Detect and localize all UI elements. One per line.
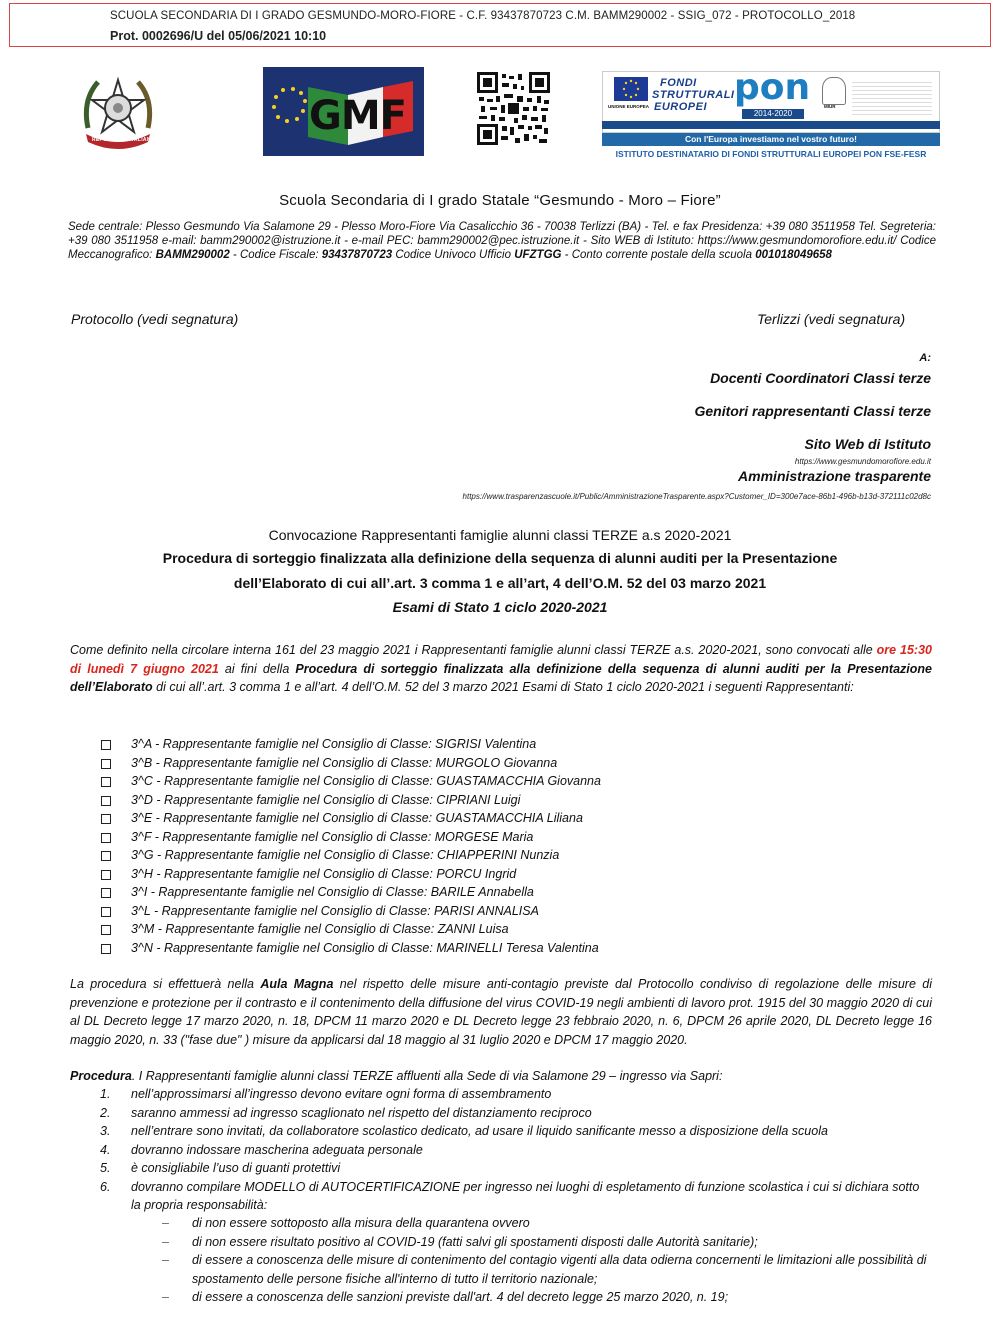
dash-bullet: – bbox=[162, 1253, 169, 1267]
checkbox-icon bbox=[101, 907, 111, 917]
list-item bbox=[100, 1178, 932, 1215]
sito-web-url[interactable]: https://www.gesmundomorofiore.edu.it bbox=[794, 457, 931, 466]
stamp-line-2: Prot. 0002696/U del 05/06/2021 10:10 bbox=[110, 29, 327, 43]
declaration-text: di essere a conoscenza delle misure di contenimento del contagio vigenti alla data odierna concernenti le limitazioni alle possibilità di spostamento delle persone fisiche all'interno di tutto il territorio nazionale; bbox=[192, 1253, 927, 1286]
venue-name: Aula Magna bbox=[260, 977, 334, 991]
step-number: 1. bbox=[100, 1087, 111, 1101]
dash-bullet: – bbox=[162, 1234, 169, 1249]
representative-text: 3^G - Rappresentante famiglie nel Consiglio di Classe: CHIAPPERINI Nunzia bbox=[131, 848, 560, 862]
checkbox-icon bbox=[101, 851, 111, 861]
step-text: è consigliabile l’uso di guanti protettivi bbox=[131, 1161, 341, 1175]
checkbox-icon bbox=[101, 814, 111, 824]
list-item bbox=[160, 1214, 932, 1233]
pon-fondi: FONDI bbox=[660, 77, 697, 89]
declaration-text: di non essere risultato positivo al COVID-19 (fatti salvi gli spostamenti disposti dalle Autorità sanitarie); bbox=[192, 1234, 758, 1249]
contact-text-2: - Codice Fiscale: bbox=[229, 248, 322, 261]
italian-republic-emblem bbox=[78, 70, 158, 156]
pon-europei: EUROPEI bbox=[654, 101, 708, 113]
pon-blue-strip bbox=[602, 121, 940, 129]
representative-text: 3^A - Rappresentante famiglie nel Consiglio di Classe: SIGRISI Valentina bbox=[131, 737, 537, 751]
school-name: Scuola Secondaria di I grado Statale “Gesmundo - Moro – Fiore” bbox=[279, 192, 721, 209]
subject-line-1: Convocazione Rappresentanti famiglie alunni classi TERZE a.s 2020-2021 bbox=[268, 527, 732, 543]
step-number: 6. bbox=[100, 1179, 111, 1194]
contact-text-1: Sede centrale: Plesso Gesmundo Via Salamone 29 - Plesso Moro-Fiore Via Casalicchio 36 - 70038 Terlizzi (BA) - Tel. e fax Presidenza: +39 080 3511958 Tel. Segreteria: +39 080 3511958 e-mail: bamm290002@istruzione.it - e-mail PEC: bamm290002@pec.istruzione.it - Sito WEB di Istituto: https://www.gesmundomorofiore.edu.it/ Codice Meccanografico: bbox=[68, 221, 936, 261]
list-item bbox=[100, 772, 601, 791]
representative-text: 3^N - Rappresentante famiglie nel Consiglio di Classe: MARINELLI Teresa Valentina bbox=[131, 940, 599, 955]
miur-label: MIUR bbox=[824, 104, 836, 109]
checkbox-icon bbox=[101, 777, 111, 787]
recipients-label: A: bbox=[919, 352, 931, 364]
school-contact-info bbox=[68, 221, 936, 262]
checkbox-icon bbox=[101, 796, 111, 806]
list-item bbox=[100, 809, 601, 828]
recipient-sito-web: Sito Web di Istituto bbox=[804, 436, 931, 452]
subject-line-4: Esami di Stato 1 ciclo 2020-2021 bbox=[392, 599, 608, 615]
list-item bbox=[100, 1085, 932, 1104]
recipient-amministrazione: Amministrazione trasparente bbox=[738, 468, 931, 484]
step-text: nell’approssimarsi all’ingresso devono evitare ogni forma di assembramento bbox=[131, 1087, 552, 1101]
emblem-ribbon-text: REPUBBLICA ITALIANA bbox=[92, 137, 155, 143]
miur-fine-print bbox=[852, 79, 932, 115]
codice-meccanografico: BAMM290002 bbox=[155, 248, 230, 261]
procedure-title: Procedura di sorteggio finalizzata alla definizione della sequenza di alunni auditi per la Presentazione dell’Elaborato bbox=[70, 661, 932, 694]
gmf-school-logo bbox=[263, 67, 424, 156]
intro-text-2: ai fini della bbox=[218, 661, 296, 676]
list-item bbox=[100, 920, 601, 939]
list-item bbox=[100, 1141, 932, 1160]
step-text: saranno ammessi ad ingresso scaglionato nel rispetto del distanziamento reciproco bbox=[131, 1105, 592, 1120]
list-item bbox=[160, 1288, 932, 1307]
checkbox-icon bbox=[101, 944, 111, 954]
venue-text-2: nel rispetto delle misure anti-contagio previste dal Protocollo condiviso di regolazione delle misure di prevenzione e protezione per il contrasto e il contenimento della diffusione del virus COVID-19 negli ambienti di lavoro prot. 1915 del 30 maggio 2020 di cui al DL Decreto legge 17 marzo 2020, n. 18, DPCM 11 marzo 2020 e DL Decreto legge 23 febbraio 2020, n. 6, DPCM 26 aprile 2020, DL Decreto legge 16 maggio 2020, n. 33 ("fase due" ) misure da applicarsi dal 18 maggio al 31 luglio 2020 e DPCM 17 maggio 2020. bbox=[70, 977, 933, 1047]
eu-label: UNIONE EUROPEA bbox=[608, 104, 650, 109]
list-item bbox=[160, 1251, 932, 1288]
pon-wordmark: pon bbox=[734, 67, 811, 108]
list-item bbox=[100, 1104, 932, 1123]
list-item bbox=[100, 735, 601, 754]
checkbox-icon bbox=[101, 833, 111, 843]
step-number: 5. bbox=[100, 1161, 111, 1175]
conto-corrente: 001018049658 bbox=[755, 248, 832, 261]
protocol-stamp bbox=[9, 3, 991, 47]
step-number: 3. bbox=[100, 1124, 111, 1138]
step-text: dovranno indossare mascherina adeguata personale bbox=[131, 1142, 423, 1157]
contact-text-4: - Conto corrente postale della scuola bbox=[561, 248, 756, 261]
pon-fondi-strutturali-logo bbox=[602, 67, 940, 162]
representative-text: 3^C - Rappresentante famiglie nel Consiglio di Classe: GUASTAMACCHIA Giovanna bbox=[131, 774, 601, 788]
contact-text-3: Codice Univoco Ufficio bbox=[392, 248, 515, 261]
list-item bbox=[100, 1122, 932, 1141]
checkbox-icon bbox=[101, 759, 111, 769]
step-number: 4. bbox=[100, 1142, 111, 1157]
declaration-text: di essere a conoscenza delle sanzioni previste dall'art. 4 del decreto legge 25 marzo 2020, n. 19; bbox=[192, 1290, 729, 1304]
list-item bbox=[100, 902, 601, 921]
stamp-line-1: SCUOLA SECONDARIA DI I GRADO GESMUNDO-MORO-FIORE - C.F. 93437870723 C.M. BAMM290002 - SSIG_072 - PROTOCOLLO_2018 bbox=[110, 10, 856, 22]
list-item bbox=[100, 883, 601, 902]
venue-paragraph bbox=[70, 975, 932, 1049]
procedure-intro bbox=[70, 1067, 932, 1086]
pon-tagline: Con l'Europa investiamo nel vostro futuro! bbox=[602, 133, 940, 146]
recipient-genitori: Genitori rappresentanti Classi terze bbox=[694, 403, 931, 419]
representative-text: 3^B - Rappresentante famiglie nel Consiglio di Classe: MURGOLO Giovanna bbox=[131, 755, 558, 770]
list-item bbox=[100, 1159, 932, 1178]
declaration-text: di non essere sottoposto alla misura della quarantena ovvero bbox=[192, 1216, 530, 1230]
checkbox-icon bbox=[101, 888, 111, 898]
representative-text: 3^L - Rappresentante famiglie nel Consiglio di Classe: PARISI ANNALISA bbox=[131, 903, 539, 918]
procedure-label: Procedura bbox=[70, 1069, 132, 1083]
representative-text: 3^D - Rappresentante famiglie nel Consiglio di Classe: CIPRIANI Luigi bbox=[131, 792, 521, 807]
miur-emblem-icon bbox=[822, 77, 846, 105]
pon-strutturali: STRUTTURALI bbox=[652, 89, 735, 101]
list-item bbox=[100, 846, 601, 865]
gmf-logo-text: GMF bbox=[309, 93, 406, 139]
representative-text: 3^E - Rappresentante famiglie nel Consiglio di Classe: GUASTAMACCHIA Liliana bbox=[131, 811, 583, 825]
meeting-time: ore 15:30 di lunedì 7 giugno 2021 bbox=[70, 643, 932, 676]
venue-text-1: La procedura si effettuerà nella bbox=[70, 977, 261, 991]
step-number: 2. bbox=[100, 1105, 111, 1120]
qr-code bbox=[477, 72, 550, 145]
place-label: Terlizzi (vedi segnatura) bbox=[757, 311, 906, 327]
list-item bbox=[100, 791, 601, 810]
intro-paragraph bbox=[70, 641, 932, 697]
intro-text-3: di cui all’.art. 3 comma 1 e all’art. 4 dell’O.M. 52 del 3 marzo 2021 Esami di Stato 1 ciclo 2020-2021 i seguenti Rappresentanti: bbox=[152, 680, 854, 694]
step-text: nell’entrare sono invitati, da collaboratore scolastico dedicato, ad usare il liquido sanificante messo a disposizione della scuola bbox=[131, 1124, 828, 1138]
representative-text: 3^M - Rappresentante famiglie nel Consiglio di Classe: ZANNI Luisa bbox=[131, 922, 509, 936]
codice-univoco: UFZTGG bbox=[514, 248, 562, 261]
subject-line-2: Procedura di sorteggio finalizzata alla definizione della sequenza di alunni auditi per la Presentazione bbox=[162, 550, 838, 566]
representative-text: 3^H - Rappresentante famiglie nel Consiglio di Classe: PORCU Ingrid bbox=[131, 866, 517, 881]
checkbox-icon bbox=[101, 925, 111, 935]
representatives-list bbox=[100, 735, 601, 957]
declarations-list bbox=[160, 1214, 932, 1307]
protocol-label: Protocollo (vedi segnatura) bbox=[71, 311, 239, 327]
step-text: dovranno compilare MODELLO di AUTOCERTIFICAZIONE per ingresso nei luoghi di espletamento di funzione scolastica i cui si dichiara sotto la propria responsabilità: bbox=[131, 1179, 920, 1212]
subject-line-3: dell’Elaborato di cui all’.art. 3 comma 1 e all’art, 4 dell’O.M. 52 del 03 marzo 2021 bbox=[233, 575, 767, 591]
checkbox-icon bbox=[101, 870, 111, 880]
codice-fiscale: 93437870723 bbox=[321, 248, 393, 261]
procedure-text: . I Rappresentanti famiglie alunni classi TERZE affluenti alla Sede di via Salamone 29 – ingresso via Sapri: bbox=[131, 1069, 723, 1083]
representative-text: 3^I - Rappresentante famiglie nel Consiglio di Classe: BARILE Annabella bbox=[131, 885, 534, 899]
list-item bbox=[100, 828, 601, 847]
pon-years: 2014-2020 bbox=[742, 109, 804, 119]
list-item bbox=[100, 865, 601, 884]
amministrazione-url[interactable]: https://www.trasparenzascuole.it/Public/AmministrazioneTrasparente.aspx?Customer_ID=300e7ace-86b1-496b-b13d-372111c02d8c bbox=[462, 492, 931, 501]
intro-text-1: Come definito nella circolare interna 161 del 23 maggio 2021 i Rappresentanti famiglie alunni classi TERZE a.s. 2020-2021, sono convocati alle bbox=[70, 643, 877, 657]
dash-bullet: – bbox=[162, 1216, 169, 1230]
pon-banner: ISTITUTO DESTINATARIO DI FONDI STRUTTURALI EUROPEI PON FSE-FESR bbox=[615, 149, 927, 159]
dash-bullet: – bbox=[162, 1290, 169, 1304]
checkbox-icon bbox=[101, 740, 111, 750]
procedure-steps bbox=[100, 1085, 932, 1215]
list-item bbox=[100, 754, 601, 773]
list-item bbox=[100, 939, 601, 958]
list-item bbox=[160, 1233, 932, 1252]
representative-text: 3^F - Rappresentante famiglie nel Consiglio di Classe: MORGESE Maria bbox=[131, 829, 534, 844]
recipient-docenti: Docenti Coordinatori Classi terze bbox=[710, 370, 931, 386]
eu-flag-icon bbox=[614, 77, 648, 101]
